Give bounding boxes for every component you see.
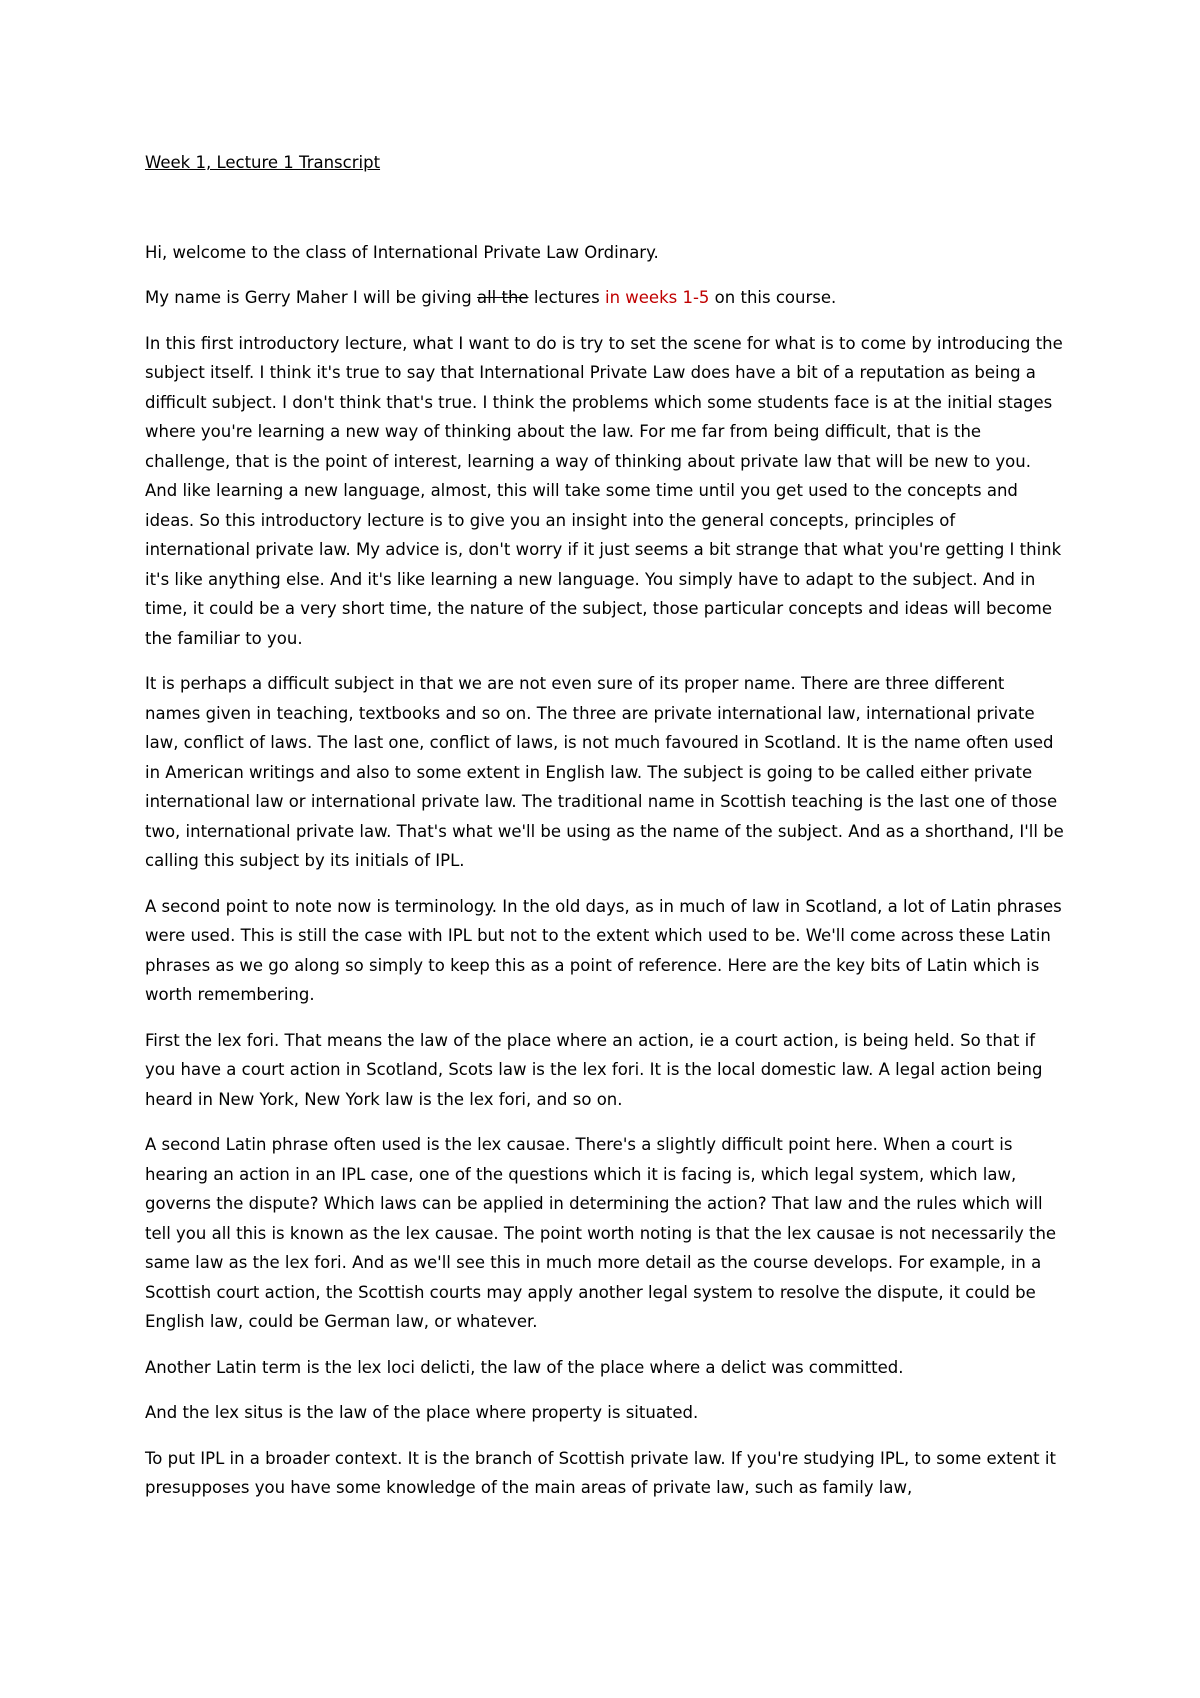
paragraph-subject-name: It is perhaps a difficult subject in that we are not even sure of its proper name. There are three different names given in teaching, textbooks and so on. The three are private international law, international private law, conflict of laws. The last one, conflict of laws, is not much favoured in Scotland. It is the name often used in American writings and also to some extent in English law. The subject is going to be called either private international law or international private law. The traditional name in Scottish teaching is the last one of those two, international private law. That's what we'll be using as the name of the subject. And as a shorthand, I'll be calling this subject by its initials of IPL. [145, 674, 1064, 870]
paragraph-broader-context: To put IPL in a broader context. It is the branch of Scottish private law. If you're studying IPL, to some extent it presupposes you have some knowledge of the main areas of private law, such as family law, [145, 1448, 1056, 1497]
paragraph-lex-fori: First the lex fori. That means the law of the place where an action, ie a court action, is being held. So that if you have a court action in Scotland, Scots law is the lex fori. It is the local domestic law. A legal action being heard in New York, New York law is the lex fori, and so on. [145, 1030, 1043, 1109]
paragraph-lex-situs: And the lex situs is the law of the place where property is situated. [145, 1403, 699, 1422]
document-body [145, 148, 1065, 1519]
paragraph-terminology: A second point to note now is terminology. In the old days, as in much of law in Scotland, a lot of Latin phrases were used. This is still the case with IPL but not to the extent which used to be. We'll come across these Latin phrases as we go along so simply to keep this as a point of reference. Here are the key bits of Latin which is worth remembering. [145, 896, 1062, 1004]
intro-text-middle: lectures [528, 288, 605, 307]
paragraph-lex-loci-delicti: Another Latin term is the lex loci delicti, the law of the place where a delict was committed. [145, 1357, 904, 1377]
document-title: Week 1, Lecture 1 Transcript [145, 153, 381, 172]
paragraph-introduction [145, 283, 1065, 313]
paragraph-lex-causae: A second Latin phrase often used is the lex causae. There's a slightly difficult point here. When a court is hearing an action in an IPL case, one of the questions which it is facing is, which legal system, which law, governs the dispute? Which laws can be applied in determining the action? That law and the rules which will tell you all this is known as the lex causae. The point worth noting is that the lex causae is not necessarily the same law as the lex fori. And as we'll see this in much more detail as the course develops. For example, in a Scottish court action, the Scottish courts may apply another legal system to resolve the dispute, it could be English law, could be German law, or whatever. [145, 1135, 1057, 1331]
intro-text-after: on this course. [709, 288, 837, 307]
tracked-insertion: in weeks 1-5 [605, 288, 710, 307]
intro-text-before: My name is Gerry Maher I will be giving [145, 288, 477, 307]
paragraph-first-lecture: In this first introductory lecture, what I want to do is try to set the scene for what is to come by introducing the subject itself. I think it's true to say that International Private Law does have a bit of a reputation as being a difficult subject. I don't think that's true. I think the problems which some students face is at the initial stages where you're learning a new way of thinking about the law. For me far from being difficult, that is the challenge, that is the point of interest, learning a way of thinking about private law that will be new to you. And like learning a new language, almost, this will take some time until you get used to the concepts and ideas. So this introductory lecture is to give you an insight into the general concepts, principles of international private law. My advice is, don't worry if it just seems a bit strange that what you're getting I think it's like anything else. And it's like learning a new language. You simply have to adapt to the subject. And in time, it could be a very short time, the nature of the subject, those particular concepts and ideas will become the familiar to you. [145, 333, 1063, 648]
paragraph-welcome: Hi, welcome to the class of International Private Law Ordinary. [145, 242, 659, 262]
tracked-deletion: all the [476, 288, 529, 307]
